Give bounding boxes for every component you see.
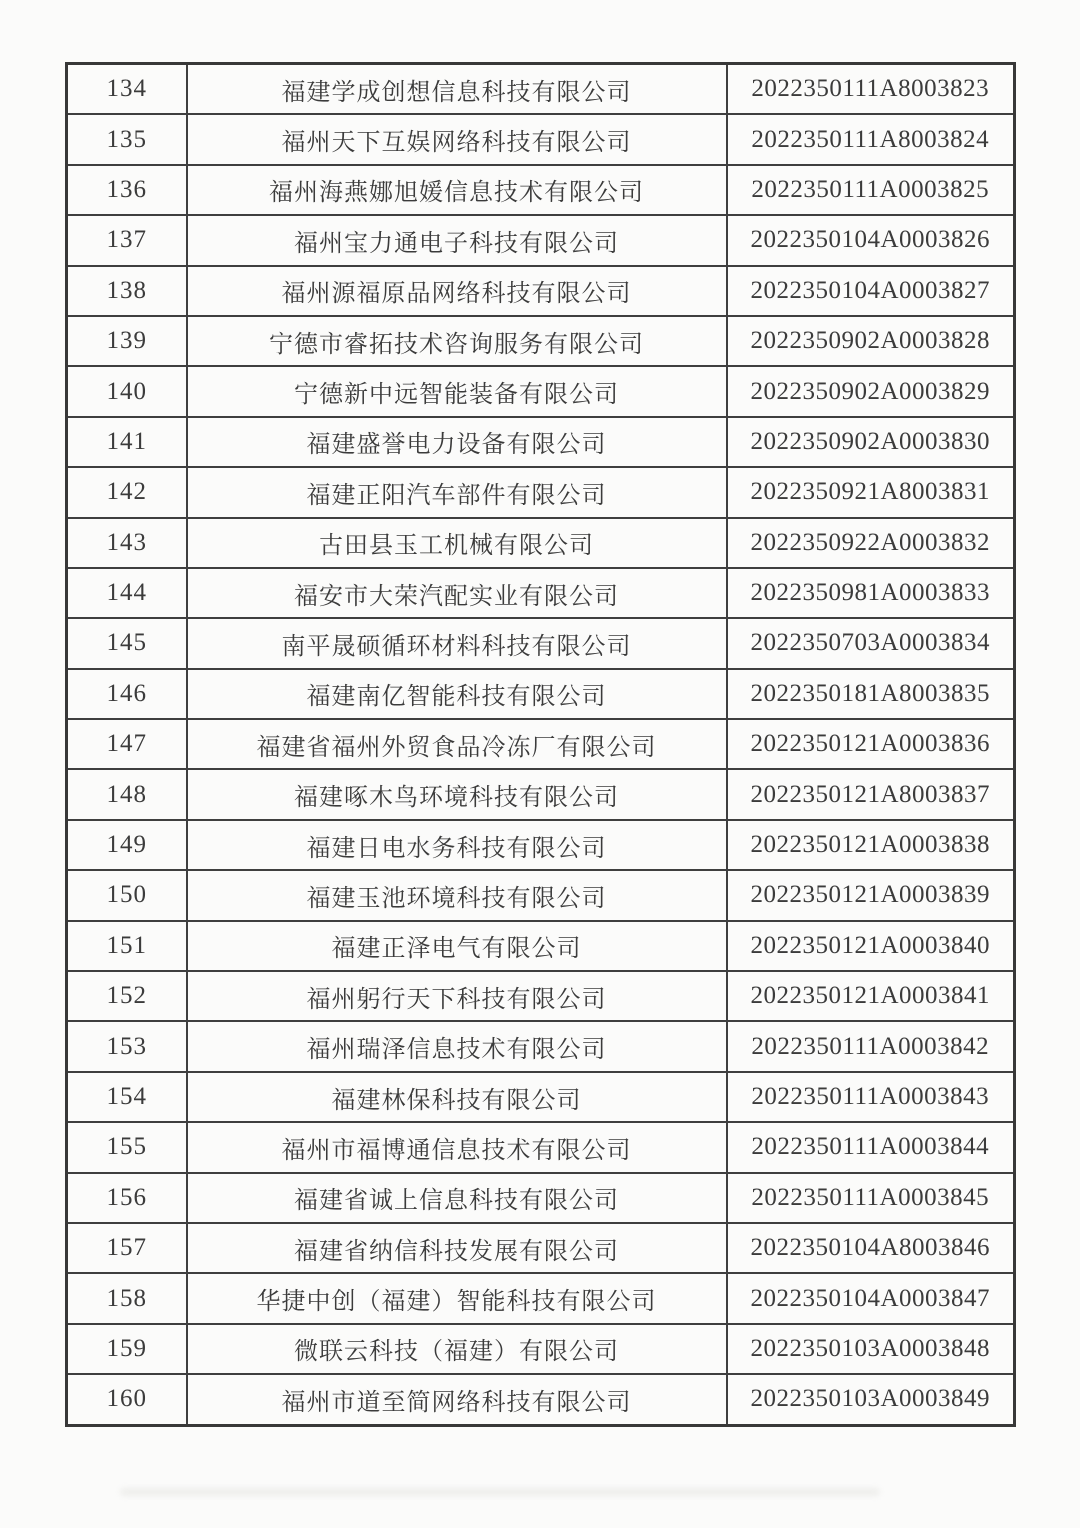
table-row xyxy=(67,1273,1015,1323)
row-index-cell: 141 xyxy=(67,417,187,467)
company-name-cell: 福州市福博通信息技术有限公司 xyxy=(187,1122,727,1172)
table-row xyxy=(67,1122,1015,1172)
company-name-cell: 福建省福州外贸食品冷冻厂有限公司 xyxy=(187,719,727,769)
row-index-cell: 146 xyxy=(67,669,187,719)
company-name-cell: 微联云科技（福建）有限公司 xyxy=(187,1324,727,1374)
company-name-cell: 福州躬行天下科技有限公司 xyxy=(187,971,727,1021)
registration-number-cell: 2022350921A8003831 xyxy=(727,467,1015,517)
row-index-cell: 138 xyxy=(67,266,187,316)
row-index-cell: 140 xyxy=(67,366,187,416)
company-name-cell: 南平晟硕循环材料科技有限公司 xyxy=(187,618,727,668)
table-row xyxy=(67,64,1015,115)
registration-number-cell: 2022350121A0003836 xyxy=(727,719,1015,769)
row-index-cell: 139 xyxy=(67,316,187,366)
row-index-cell: 148 xyxy=(67,769,187,819)
table-row xyxy=(67,266,1015,316)
table-row xyxy=(67,971,1015,1021)
company-name-cell: 华捷中创（福建）智能科技有限公司 xyxy=(187,1273,727,1323)
company-name-cell: 福州宝力通电子科技有限公司 xyxy=(187,215,727,265)
registration-number-cell: 2022350181A8003835 xyxy=(727,669,1015,719)
registration-number-cell: 2022350121A8003837 xyxy=(727,769,1015,819)
row-index-cell: 152 xyxy=(67,971,187,1021)
row-index-cell: 137 xyxy=(67,215,187,265)
registration-number-cell: 2022350902A0003829 xyxy=(727,366,1015,416)
company-registry-table xyxy=(65,62,1016,1427)
company-name-cell: 福建林保科技有限公司 xyxy=(187,1072,727,1122)
table-row xyxy=(67,518,1015,568)
registration-number-cell: 2022350902A0003830 xyxy=(727,417,1015,467)
table-row xyxy=(67,1072,1015,1122)
row-index-cell: 142 xyxy=(67,467,187,517)
company-name-cell: 福州天下互娱网络科技有限公司 xyxy=(187,114,727,164)
row-index-cell: 150 xyxy=(67,870,187,920)
company-name-cell: 福州市道至简网络科技有限公司 xyxy=(187,1374,727,1425)
registration-number-cell: 2022350111A0003825 xyxy=(727,165,1015,215)
row-index-cell: 157 xyxy=(67,1223,187,1273)
company-name-cell: 福建玉池环境科技有限公司 xyxy=(187,870,727,920)
company-name-cell: 福州源福原品网络科技有限公司 xyxy=(187,266,727,316)
registration-number-cell: 2022350902A0003828 xyxy=(727,316,1015,366)
registration-number-cell: 2022350111A0003844 xyxy=(727,1122,1015,1172)
table-row xyxy=(67,669,1015,719)
table-row xyxy=(67,1223,1015,1273)
row-index-cell: 149 xyxy=(67,820,187,870)
row-index-cell: 143 xyxy=(67,518,187,568)
registration-number-cell: 2022350111A8003824 xyxy=(727,114,1015,164)
row-index-cell: 136 xyxy=(67,165,187,215)
company-name-cell: 福建日电水务科技有限公司 xyxy=(187,820,727,870)
company-name-cell: 福建正泽电气有限公司 xyxy=(187,921,727,971)
row-index-cell: 145 xyxy=(67,618,187,668)
registration-number-cell: 2022350111A8003823 xyxy=(727,64,1015,115)
table-row xyxy=(67,820,1015,870)
registration-number-cell: 2022350121A0003841 xyxy=(727,971,1015,1021)
company-name-cell: 福州瑞泽信息技术有限公司 xyxy=(187,1021,727,1071)
company-name-cell: 宁德市睿拓技术咨询服务有限公司 xyxy=(187,316,727,366)
row-index-cell: 160 xyxy=(67,1374,187,1425)
company-name-cell: 福建南亿智能科技有限公司 xyxy=(187,669,727,719)
table-row xyxy=(67,870,1015,920)
row-index-cell: 144 xyxy=(67,568,187,618)
row-index-cell: 155 xyxy=(67,1122,187,1172)
scan-smudge xyxy=(120,1488,880,1496)
registration-number-cell: 2022350104A0003827 xyxy=(727,266,1015,316)
registration-number-cell: 2022350922A0003832 xyxy=(727,518,1015,568)
table-row xyxy=(67,165,1015,215)
registration-number-cell: 2022350111A0003843 xyxy=(727,1072,1015,1122)
table-row xyxy=(67,568,1015,618)
row-index-cell: 147 xyxy=(67,719,187,769)
row-index-cell: 134 xyxy=(67,64,187,115)
row-index-cell: 154 xyxy=(67,1072,187,1122)
registration-number-cell: 2022350104A0003826 xyxy=(727,215,1015,265)
registration-number-cell: 2022350111A0003845 xyxy=(727,1173,1015,1223)
row-index-cell: 151 xyxy=(67,921,187,971)
table-row xyxy=(67,769,1015,819)
registration-number-cell: 2022350121A0003840 xyxy=(727,921,1015,971)
registration-number-cell: 2022350703A0003834 xyxy=(727,618,1015,668)
row-index-cell: 159 xyxy=(67,1324,187,1374)
table-row xyxy=(67,215,1015,265)
registration-number-cell: 2022350103A0003849 xyxy=(727,1374,1015,1425)
company-name-cell: 福安市大荣汽配实业有限公司 xyxy=(187,568,727,618)
company-name-cell: 古田县玉工机械有限公司 xyxy=(187,518,727,568)
company-name-cell: 福建盛誉电力设备有限公司 xyxy=(187,417,727,467)
table-row xyxy=(67,618,1015,668)
table-row xyxy=(67,1324,1015,1374)
table-row xyxy=(67,316,1015,366)
table-row xyxy=(67,1374,1015,1425)
table-row xyxy=(67,1173,1015,1223)
company-name-cell: 福建省纳信科技发展有限公司 xyxy=(187,1223,727,1273)
company-name-cell: 福建啄木鸟环境科技有限公司 xyxy=(187,769,727,819)
company-name-cell: 福建学成创想信息科技有限公司 xyxy=(187,64,727,115)
registration-number-cell: 2022350103A0003848 xyxy=(727,1324,1015,1374)
table-row xyxy=(67,467,1015,517)
registration-number-cell: 2022350981A0003833 xyxy=(727,568,1015,618)
row-index-cell: 158 xyxy=(67,1273,187,1323)
row-index-cell: 153 xyxy=(67,1021,187,1071)
registration-number-cell: 2022350121A0003838 xyxy=(727,820,1015,870)
table-row xyxy=(67,366,1015,416)
row-index-cell: 135 xyxy=(67,114,187,164)
company-name-cell: 福建省诚上信息科技有限公司 xyxy=(187,1173,727,1223)
table-row xyxy=(67,921,1015,971)
table-row xyxy=(67,719,1015,769)
registry-table-body xyxy=(67,64,1015,1426)
company-name-cell: 宁德新中远智能装备有限公司 xyxy=(187,366,727,416)
registration-number-cell: 2022350121A0003839 xyxy=(727,870,1015,920)
table-row xyxy=(67,114,1015,164)
registration-number-cell: 2022350104A8003846 xyxy=(727,1223,1015,1273)
registration-number-cell: 2022350104A0003847 xyxy=(727,1273,1015,1323)
table-row xyxy=(67,417,1015,467)
table-row xyxy=(67,1021,1015,1071)
company-name-cell: 福州海燕娜旭媛信息技术有限公司 xyxy=(187,165,727,215)
company-name-cell: 福建正阳汽车部件有限公司 xyxy=(187,467,727,517)
registration-number-cell: 2022350111A0003842 xyxy=(727,1021,1015,1071)
row-index-cell: 156 xyxy=(67,1173,187,1223)
